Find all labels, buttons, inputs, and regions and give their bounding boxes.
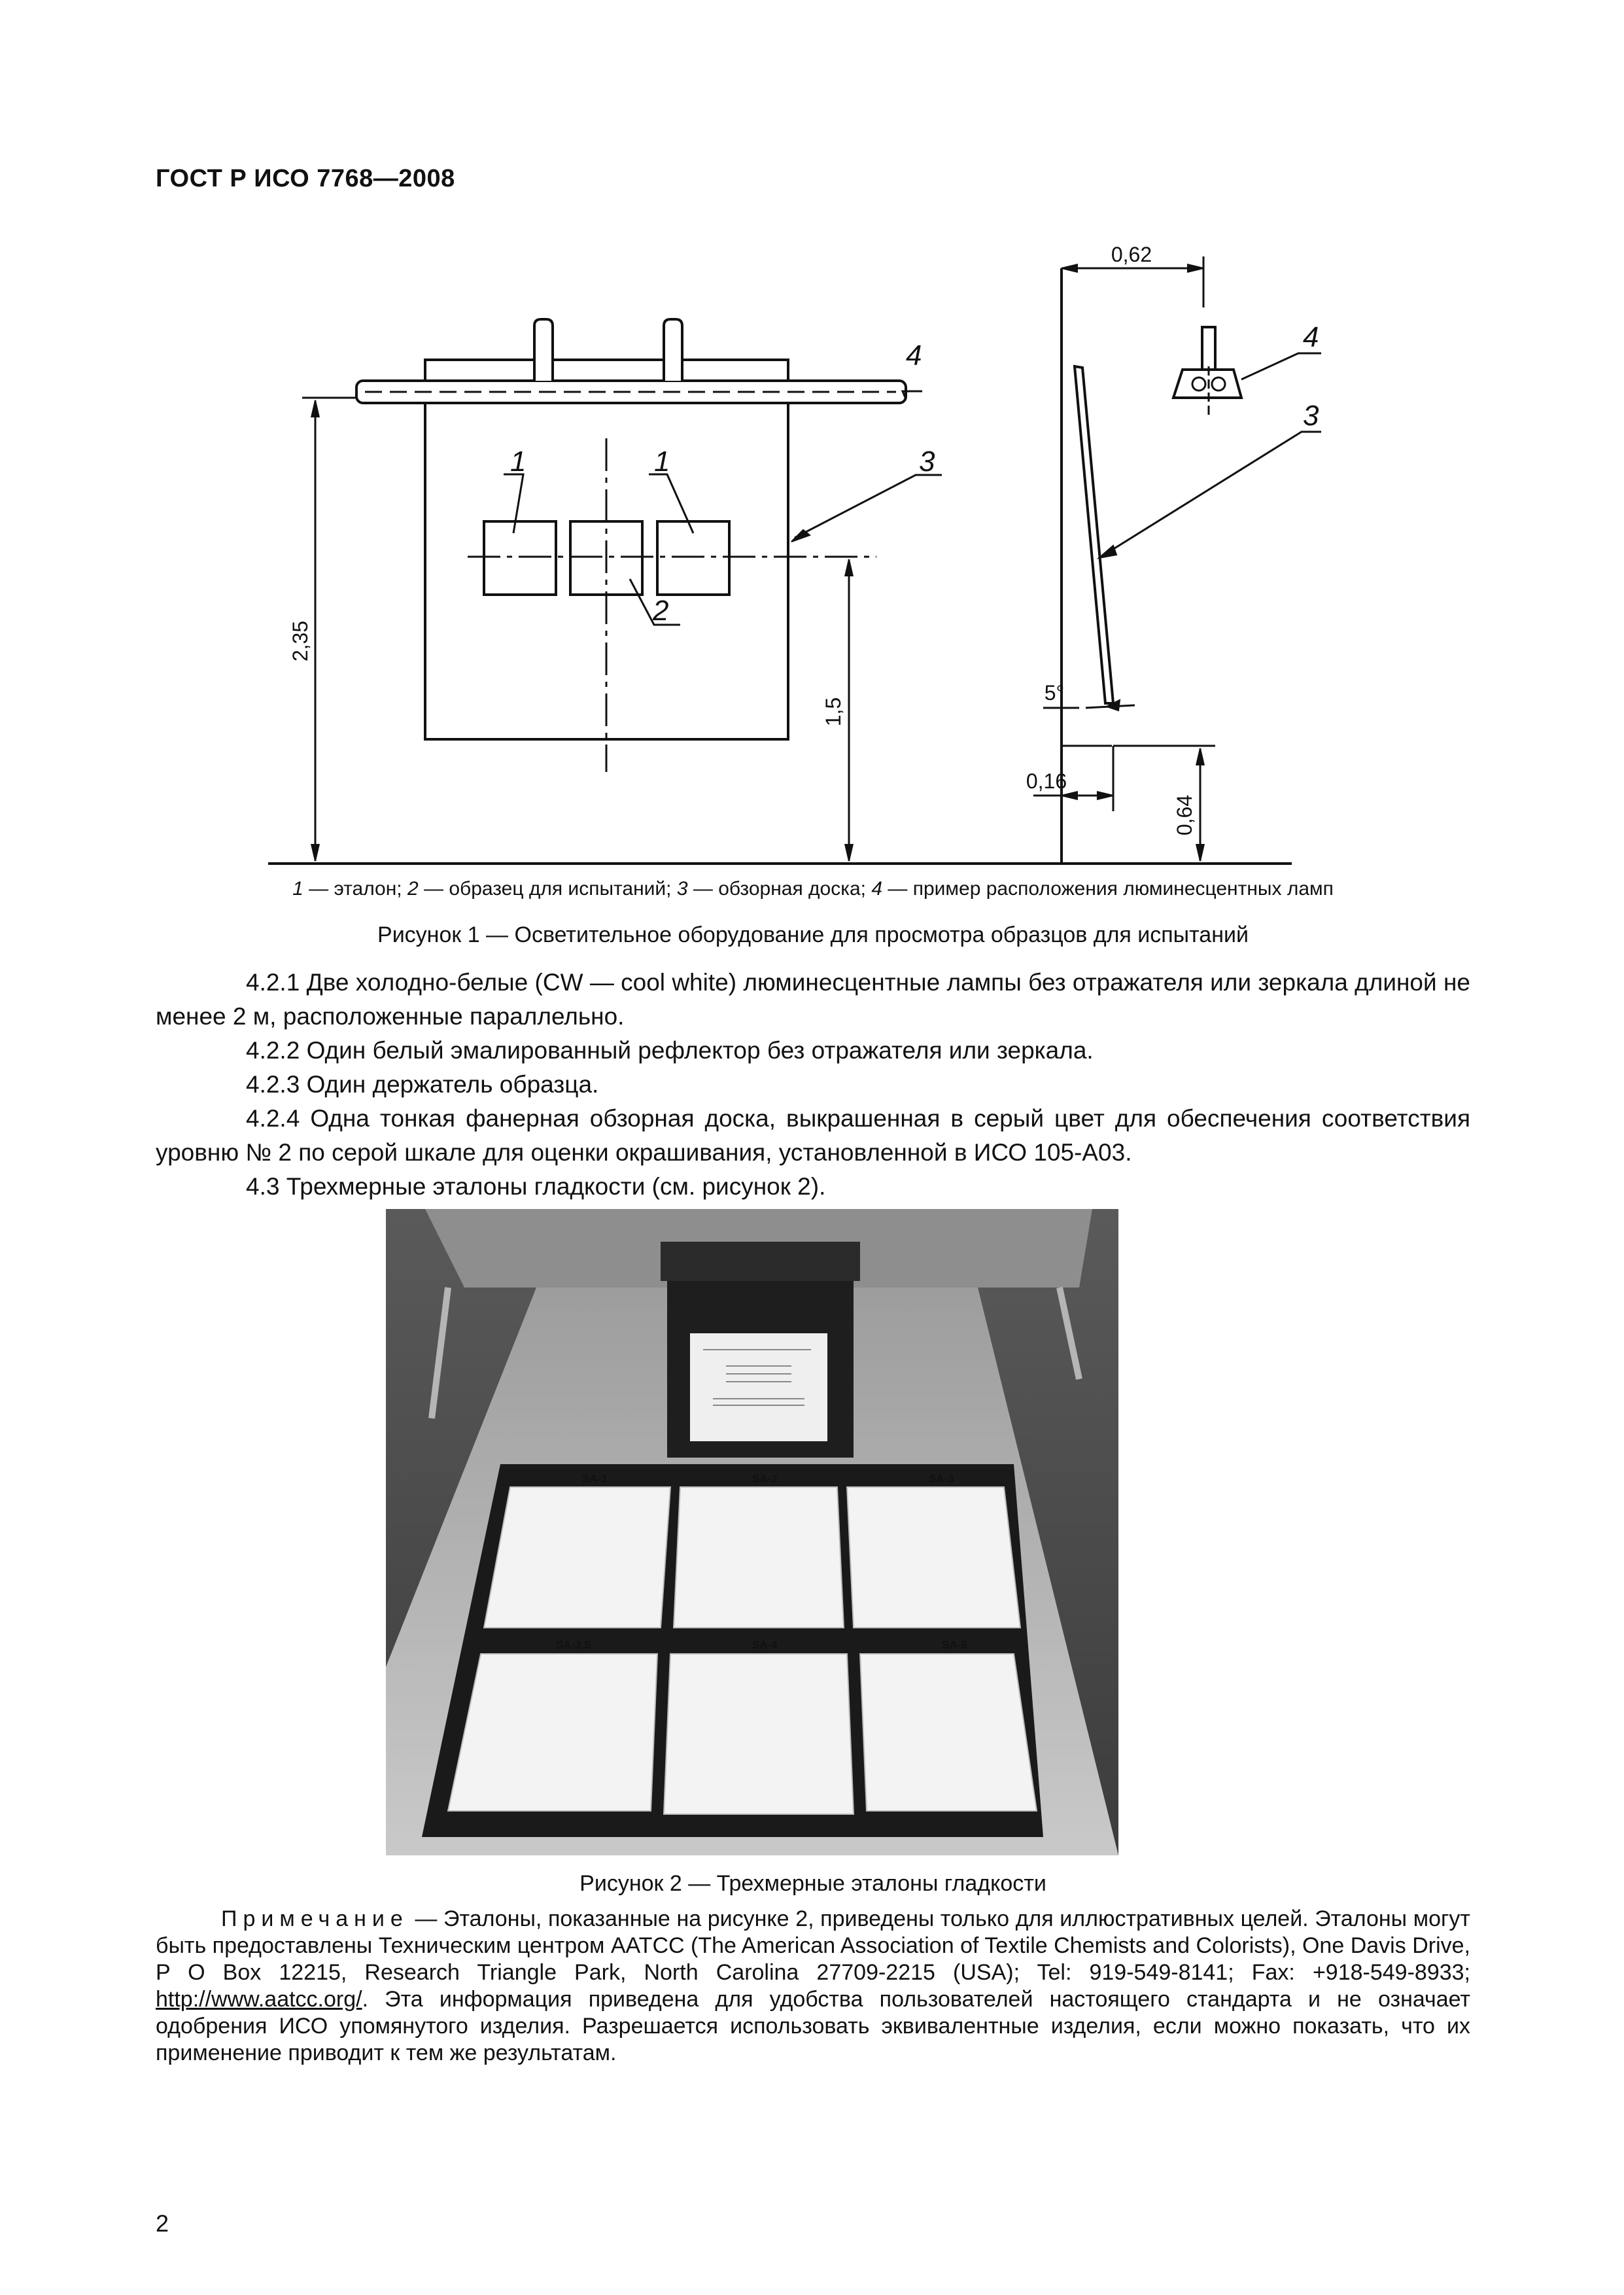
viewing-board-side — [1075, 366, 1113, 703]
legend-num-1: 1 — [292, 878, 303, 900]
callout-1-right: 1 — [654, 446, 670, 478]
figure-2-photo — [386, 1209, 1118, 1855]
plate-label-sa-4: SA-4 — [752, 1639, 778, 1651]
legend-num-2: 2 — [407, 878, 419, 900]
dim-label-base-offset: 0,16 — [1026, 769, 1067, 793]
paragraph-4-3: 4.3 Трехмерные эталоны гладкости (см. рисунок 2). — [246, 1173, 826, 1200]
aatcc-link[interactable]: http://www.aatcc.org/ — [156, 1987, 362, 2012]
body-text — [156, 966, 1470, 1204]
figure-1-lighting-diagram — [249, 242, 1321, 870]
lamp-hanger-left — [534, 319, 553, 381]
figure-2-caption: Рисунок 2 — Трехмерные эталоны гладкости — [579, 1871, 1046, 1896]
legend-num-3: 3 — [676, 878, 688, 900]
document-header: ГОСТ Р ИСО 7768—2008 — [156, 165, 455, 192]
plate-label-sa-5: SA-5 — [942, 1639, 967, 1651]
dim-label-angle: 5° — [1044, 681, 1065, 705]
plate-label-sa-2: SA-2 — [752, 1473, 778, 1485]
dim-label-sample-height: 1,5 — [821, 697, 845, 727]
dim-label-offset-top: 0,62 — [1111, 243, 1152, 266]
lamp-holder-side — [1202, 327, 1215, 370]
plate-3 — [847, 1487, 1020, 1628]
paragraph-4-2-1: 4.2.1 Две холодно-белые (CW — cool white) люминесцентные лампы без отражателя или зеркала длиной не менее 2 м, расположенные параллельно. — [156, 969, 1470, 1030]
lamp-hanger-right — [664, 319, 682, 381]
leader-4-side — [1241, 353, 1321, 379]
page-number: 2 — [156, 2210, 169, 2237]
callout-2: 2 — [653, 595, 669, 627]
note-text-after: . Эта информация приведена для удобства пользователей настоящего стандарта и не означает одобрения ИСО упомянутого изделия. Разрешается использовать эквивалентные изделия, если можно показать, что их применение приводит к тем же результатам. — [156, 1987, 1470, 2065]
callout-1-left: 1 — [510, 446, 527, 478]
note-block — [156, 1906, 1470, 2067]
figure-1-caption: Рисунок 1 — Осветительное оборудование для просмотра образцов для испытаний — [377, 922, 1249, 947]
plate-label-sa-1: SA-1 — [582, 1473, 608, 1485]
figure-1-legend — [156, 878, 1470, 900]
callout-3-front: 3 — [919, 446, 935, 478]
paragraph-4-2-4: 4.2.4 Одна тонкая фанерная обзорная доска, выкрашенная в серый цвет для обеспечения соответствия уровню № 2 по серой шкале для оценки окрашивания, установленной в ИСО 105-А03. — [156, 1105, 1470, 1166]
legend-text-4: — пример расположения люминесцентных ламп — [882, 878, 1334, 900]
plate-5 — [664, 1654, 854, 1814]
plate-label-sa-3: SA-3 — [929, 1473, 954, 1485]
note-label: Примечание — [221, 1906, 409, 1931]
plate-4 — [448, 1654, 657, 1811]
legend-text-2: — образец для испытаний; — [418, 878, 677, 900]
plate-1 — [484, 1487, 670, 1628]
plate-label-sa-3-5: SA-3.5 — [556, 1639, 591, 1651]
callout-3-side: 3 — [1303, 400, 1319, 432]
callout-4-side: 4 — [1303, 321, 1319, 353]
plate-2 — [674, 1487, 844, 1628]
leader-3-side — [1102, 432, 1321, 556]
plate-6 — [860, 1654, 1037, 1811]
paragraph-4-2-3: 4.2.3 Один держатель образца. — [246, 1071, 599, 1098]
note-text-before: — Эталоны, показанные на рисунке 2, приведены только для иллюстративных целей. Эталоны могут быть предоставлены Техническим центром AATCC (The American Association of Textile Chemists and Colorists), One Davis Drive, P O Box 12215, Research Triangle Park, North Carolina 27709-2215 (USA); Tel: 919-549-8141; Fax: +918-549-8933; — [156, 1906, 1470, 1985]
paragraph-4-2-2: 4.2.2 Один белый эмалированный рефлектор без отражателя или зеркала. — [246, 1037, 1094, 1064]
callout-4-front: 4 — [906, 340, 922, 372]
dim-label-total-height: 2,35 — [288, 620, 312, 662]
legend-text-1: — эталон; — [303, 878, 407, 900]
dim-label-base-height: 0,64 — [1173, 794, 1196, 836]
legend-text-3: — обзорная доска; — [687, 878, 872, 900]
legend-num-4: 4 — [871, 878, 883, 900]
leader-3-front — [795, 475, 942, 538]
